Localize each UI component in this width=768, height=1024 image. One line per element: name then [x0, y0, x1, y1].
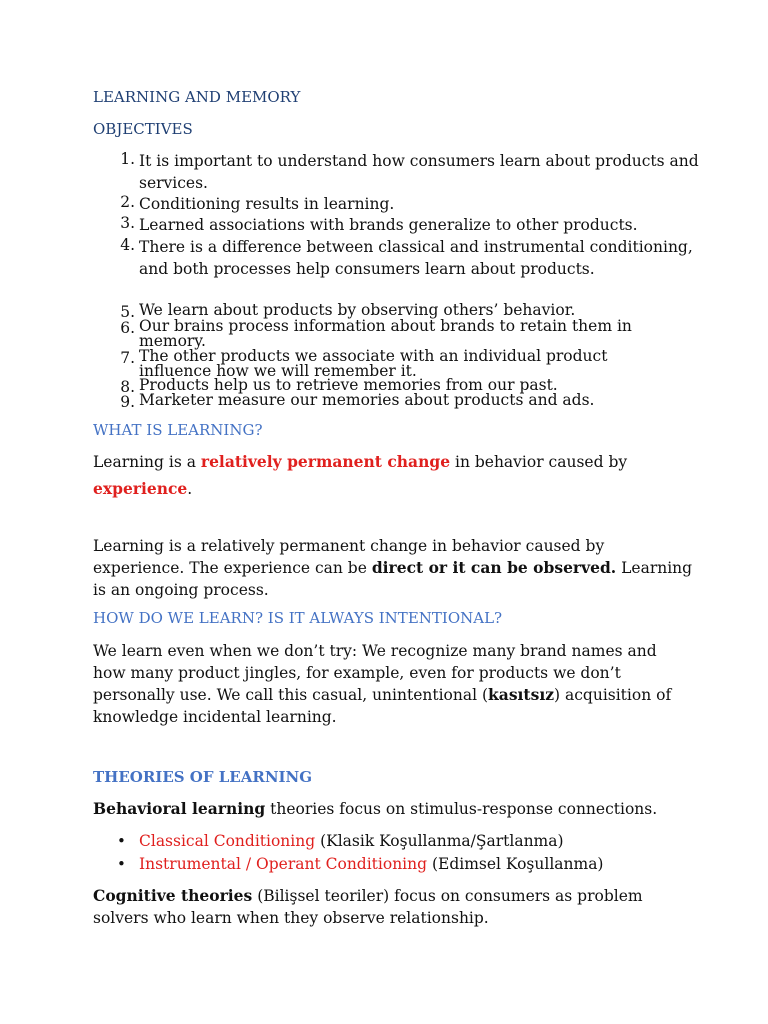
bold-text: Behavioral learning	[93, 799, 266, 818]
list-number: 5.	[120, 303, 135, 321]
list-number: 8.	[120, 378, 135, 396]
section-heading: WHAT IS LEARNING?	[93, 421, 263, 439]
list-text: It is important to understand how consumers learn about products and services.	[139, 152, 699, 192]
text-run: (Klasik Koşullanma/Şartlanma)	[315, 832, 564, 850]
objectives-heading: OBJECTIVES	[93, 120, 193, 138]
definition-paragraph	[93, 451, 627, 500]
document-title: LEARNING AND MEMORY	[93, 88, 301, 106]
list-number: 3.	[120, 214, 135, 232]
list-text: Products help us to retrieve memories from our past.	[139, 376, 558, 394]
section-heading: THEORIES OF LEARNING	[93, 768, 313, 786]
bold-text: Cognitive theories	[93, 886, 253, 905]
highlight-text: relatively permanent change	[200, 452, 451, 471]
bold-text: kasıtsız	[488, 685, 555, 704]
behavioral-paragraph	[93, 798, 657, 820]
list-number: 1.	[120, 150, 135, 168]
definition-paragraph-2	[93, 535, 692, 601]
cognitive-paragraph	[93, 885, 643, 929]
text-run: in behavior caused by	[450, 453, 628, 471]
list-text: We learn about products by observing others’ behavior.	[139, 301, 576, 319]
text-run: personally use. We call this casual, unintentional (	[93, 686, 489, 704]
text-run: .	[187, 480, 193, 498]
list-text: The other products we associate with an individual product influence how we will remember it.	[139, 347, 608, 380]
list-text: There is a difference between classical and instrumental conditioning, and both processes help consumers learn about products.	[139, 238, 693, 278]
list-number: 4.	[120, 236, 135, 254]
highlight-text: experience	[93, 479, 188, 498]
text-line: solvers who learn when they observe relationship.	[93, 909, 489, 927]
bullet-icon: •	[117, 855, 126, 873]
text-line: is an ongoing process.	[93, 581, 269, 599]
highlight-text: Classical Conditioning	[139, 832, 316, 850]
list-number: 2.	[120, 193, 135, 211]
text-line: Learning is a relatively permanent change in behavior caused by	[93, 537, 605, 555]
text-line: knowledge incidental learning.	[93, 708, 337, 726]
incidental-paragraph	[93, 640, 671, 728]
text-line: We learn even when we don’t try: We recognize many brand names and	[93, 642, 657, 660]
list-number: 7.	[120, 349, 135, 367]
list-number: 6.	[120, 319, 135, 337]
list-text: Marketer measure our memories about products and ads.	[139, 391, 595, 409]
list-text: Learned associations with brands generalize to other products.	[139, 216, 638, 234]
text-run: Learning	[616, 559, 693, 577]
text-line: how many product jingles, for example, even for products we don’t	[93, 664, 621, 682]
list-number: 9.	[120, 393, 135, 411]
text-run: Learning is a	[93, 453, 201, 471]
text-run: ) acquisition of	[554, 686, 672, 704]
section-heading: HOW DO WE LEARN? IS IT ALWAYS INTENTIONAL?	[93, 609, 503, 627]
text-run: (Edimsel Koşullanma)	[427, 855, 604, 873]
highlight-text: Instrumental / Operant Conditioning	[139, 855, 428, 873]
list-text: Conditioning results in learning.	[139, 195, 395, 213]
bold-text: direct or it can be observed.	[371, 558, 617, 577]
text-run: theories focus on stimulus-response connections.	[265, 800, 658, 818]
bullet-icon: •	[117, 832, 126, 850]
text-run: experience. The experience can be	[93, 559, 372, 577]
list-text: Our brains process information about brands to retain them in memory.	[139, 317, 632, 350]
text-run: (Bilişsel teoriler) focus on consumers as problem	[252, 887, 643, 905]
